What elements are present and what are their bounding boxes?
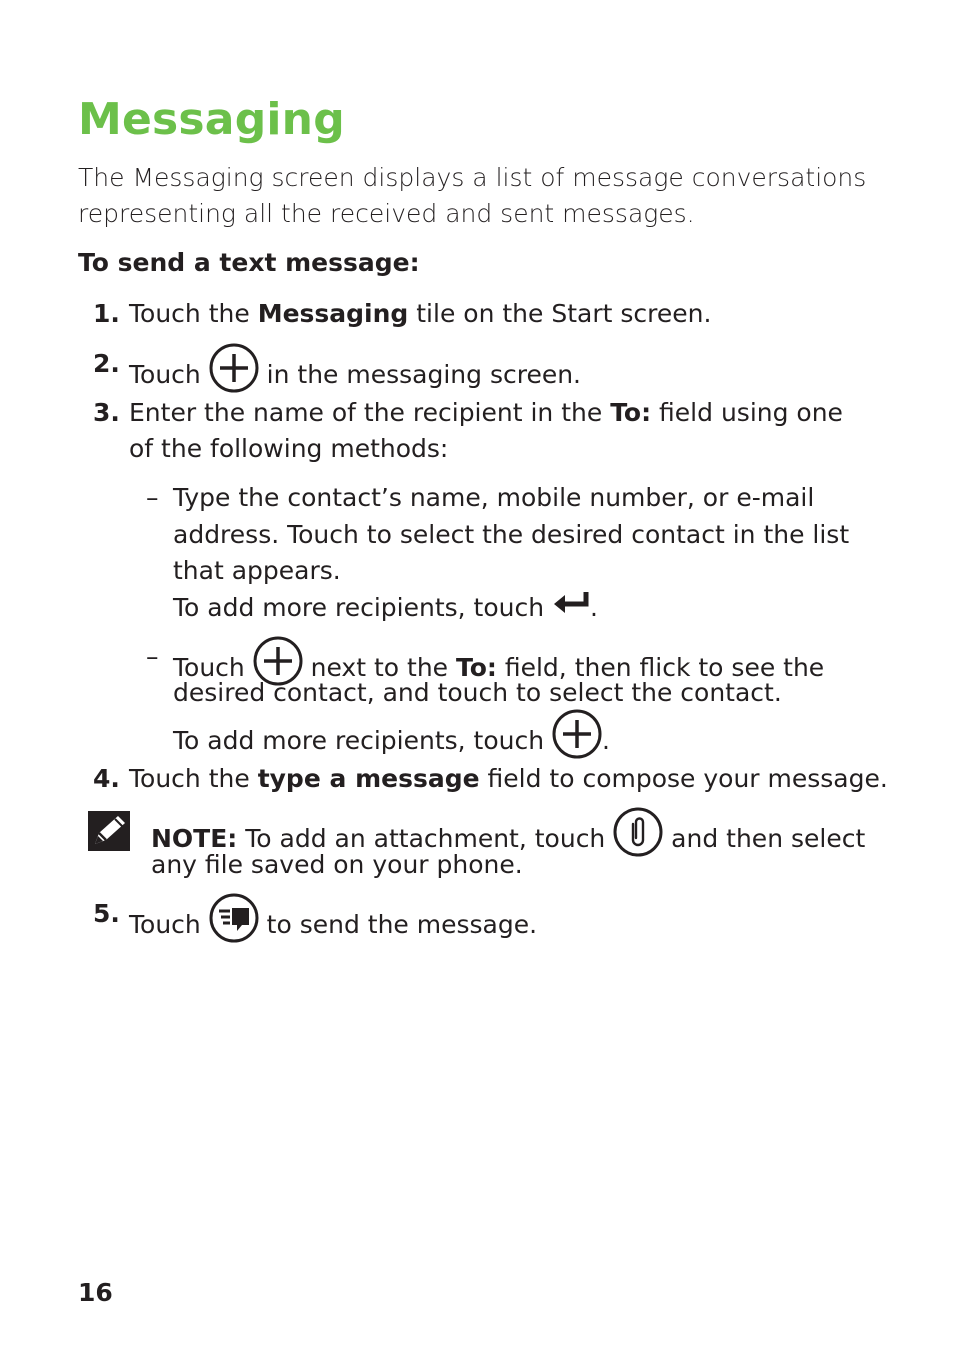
step-text: Enter the name of the recipient in the: [129, 398, 611, 427]
page-number: 16: [78, 1278, 113, 1307]
bullet-text: To add more recipients, touch: [173, 726, 553, 755]
bullet-text: that appears.: [173, 556, 341, 585]
step-text: to send the message.: [258, 910, 538, 939]
step-bold: To:: [610, 398, 652, 427]
bullet-text: To add more recipients, touch: [173, 593, 553, 622]
add-circle-icon: [209, 343, 259, 403]
bullet-text: desired contact, and touch to select the contact.: [173, 678, 782, 707]
step-text: of the following methods:: [129, 434, 449, 463]
note-pencil-icon: [88, 811, 130, 855]
bullet-text: Type the contact’s name, mobile number, or e-mail: [173, 483, 815, 512]
bullet-bold: To:: [456, 653, 497, 682]
paperclip-circle-icon: [613, 807, 663, 867]
bullet-dash: –: [146, 483, 159, 512]
bullet-text: address. Touch to select the desired contact in the list: [173, 520, 850, 549]
bullet-text: .: [602, 726, 610, 755]
bullet-text: next to the: [302, 653, 456, 682]
step-number: 1.: [93, 299, 120, 328]
page-title: Messaging: [78, 94, 345, 145]
bullet-text: field, then flick to see the: [496, 653, 825, 682]
step-number: 5.: [93, 899, 120, 928]
intro-paragraph: The Messaging screen displays a list of message conversations representing all the received and sent messages.: [78, 163, 867, 228]
enter-arrow-icon: [552, 589, 590, 625]
step-text: Touch the: [129, 299, 258, 328]
step-bold: type a message: [257, 764, 480, 793]
step-number: 4.: [93, 764, 120, 793]
step-number: 3.: [93, 398, 120, 427]
step-number: 2.: [93, 349, 120, 378]
note-text: To add an attachment, touch: [237, 824, 614, 853]
note-text: and then select: [663, 824, 866, 853]
add-circle-icon: [552, 709, 602, 769]
step-bold: Messaging: [257, 299, 409, 328]
step-text: Touch the: [129, 764, 258, 793]
bullet-text: .: [590, 593, 598, 622]
bullet-dash: –: [146, 642, 159, 671]
note-label: NOTE:: [151, 824, 238, 853]
step-text: Touch: [129, 910, 209, 939]
step-text: in the messaging screen.: [258, 360, 581, 389]
step-text: Touch: [129, 360, 209, 389]
send-message-icon: [209, 893, 259, 953]
bullet-text: Touch: [173, 653, 253, 682]
step-text: field using one: [651, 398, 843, 427]
step-text: tile on the Start screen.: [408, 299, 712, 328]
procedure-heading: To send a text message:: [78, 248, 420, 277]
note-text: any file saved on your phone.: [151, 850, 523, 879]
step-text: field to compose your message.: [479, 764, 888, 793]
